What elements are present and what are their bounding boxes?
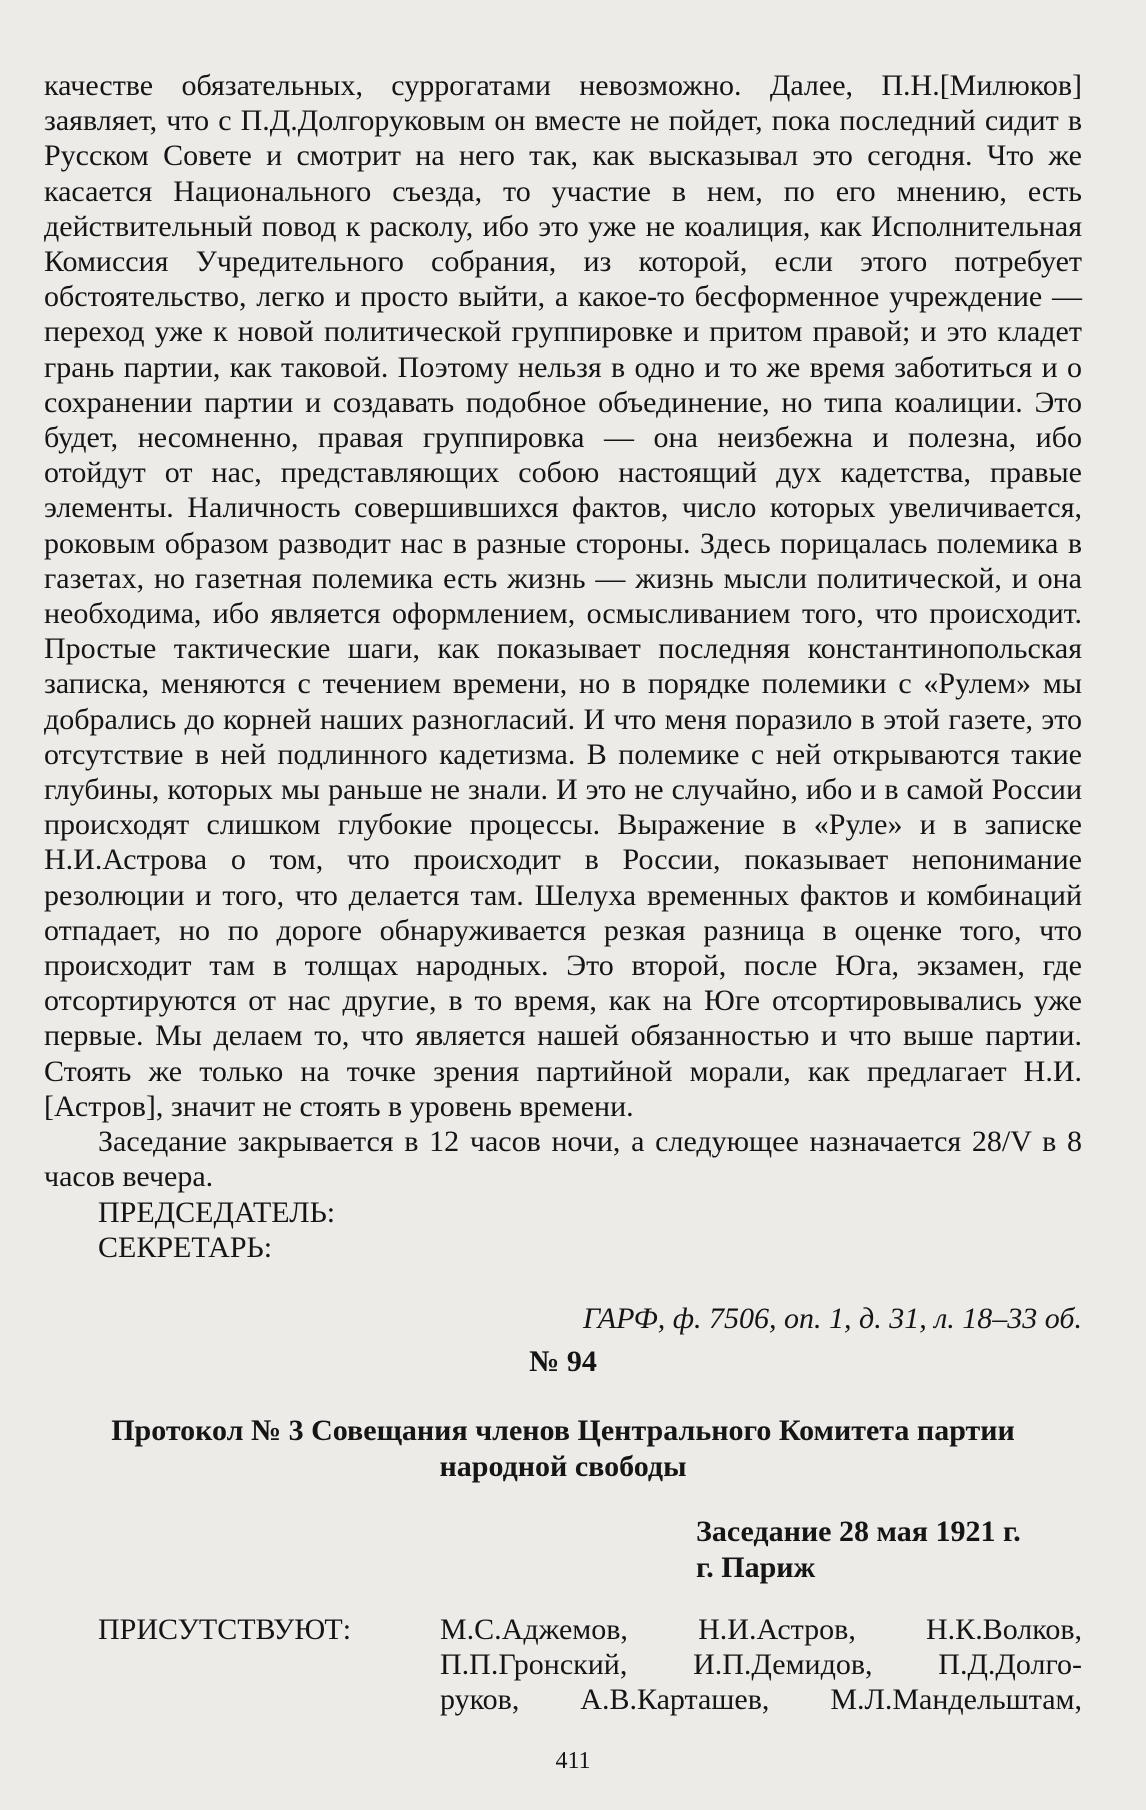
body-text — [44, 68, 1082, 1195]
secretary-signature-line: СЕКРЕТАРЬ: — [98, 1230, 273, 1264]
paragraph-continuation: качестве обязательных, суррогатами невозможно. Далее, П.Н.[Милюков] заявляет, что с П.Д.Долгоруковым он вместе не пойдет, пока последний сидит в Русском Совете и смотрит на него так, как высказывал это сегодня. Что же касается Национального съезда, то участие в нем, по его мнению, есть действительный повод к расколу, ибо это уже не коалиция, как Исполнительная Комиссия Учредительного собрания, из которой, если этого потребует обстоятельство, легко и просто выйти, а какое-то бесформенное учреждение — переход уже к новой политической группировке и притом правой; и это кладет грань партии, как таковой. Поэтому нельзя в одно и то же время заботиться и о сохранении партии и создавать подобное объединение, но типа коалиции. Это будет, несомненно, правая группировка — она неизбежна и полезна, ибо отойдут от нас, представляющих собою настоящий дух кадетства, правые элементы. Наличность совершившихся фактов, число которых увеличивается, роковым образом разводит нас в разные стороны. Здесь порицалась полемика в газетах, но газетная полемика есть жизнь — жизнь мысли политической, и она необходима, ибо является оформлением, осмысливанием того, что происходит. Простые тактические шаги, как показывает последняя константинопольская записка, меняются с течением времени, но в порядке полемики с «Рулем» мы добрались до корней наших разногласий. И что меня поразило в этой газете, это отсутствие в ней подлинного кадетизма. В полемике с ней открываются такие глубины, которых мы раньше не знали. И это не случайно, ибо и в самой России происходят слишком глубокие процессы. Выражение в «Руле» и в записке Н.И.Астрова о том, что происходит в России, показывает непонимание резолюции и того, что делается там. Шелуха временных фактов и комбинаций отпадает, но по дороге обнаруживается резкая разница в оценке того, что происходит там в толщах народных. Это второй, после Юга, экзамен, где отсортируются от нас другие, в то время, как на Юге отсортировывались уже первые. Мы делаем то, что является нашей обязанностью и что выше партии. Стоять же только на точке зрения партийной морали, как предлагает Н.И.[Астров], значит не стоять в уровень времени. — [44, 69, 1082, 1123]
attendance-line: П.П.Гронский, И.П.Демидов, П.Д.Долго- — [440, 1647, 1082, 1681]
attendance-block — [44, 1612, 1082, 1718]
attendance-names — [440, 1612, 1082, 1718]
paragraph-meeting-closed: Заседание закрывается в 12 часов ночи, а следующее назначается 28/V в 8 часов вечера. — [44, 1125, 1082, 1194]
archive-source-reference: ГАРФ, ф. 7506, оп. 1, д. 31, л. 18–33 об. — [582, 1301, 1082, 1335]
attendance-label: ПРИСУТСТВУЮТ: — [98, 1612, 352, 1646]
chairman-signature-line: ПРЕДСЕДАТЕЛЬ: — [98, 1195, 336, 1229]
meeting-date: Заседание 28 мая 1921 г. — [696, 1514, 1021, 1548]
attendance-line: руков, А.В.Карташев, М.Л.Мандельштам, — [440, 1683, 1082, 1717]
attendance-line: М.С.Аджемов, Н.И.Астров, Н.К.Волков, — [440, 1612, 1082, 1646]
meeting-info — [44, 1514, 1082, 1586]
document-title: Протокол № 3 Совещания членов Центрального Комитета партии народной свободы — [111, 1414, 1015, 1483]
page-number: 411 — [555, 1748, 591, 1774]
document-number: № 94 — [529, 1345, 597, 1379]
meeting-place: г. Париж — [696, 1550, 816, 1584]
